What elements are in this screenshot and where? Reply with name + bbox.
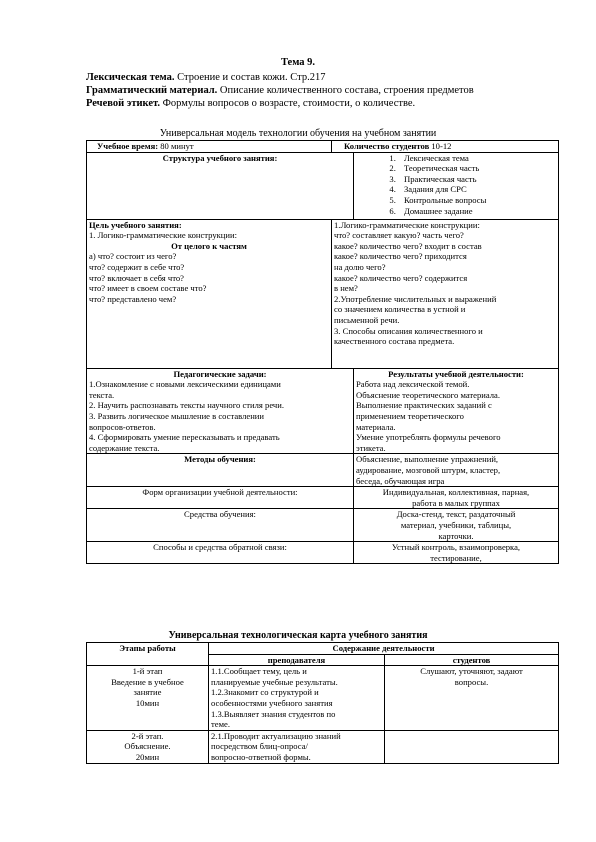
stage-line: 10мин <box>135 697 160 708</box>
technology-map-table <box>86 642 559 764</box>
goal-right-line: 3. Способы описания количественного и <box>334 325 483 336</box>
speech-etiquette-label: Речевой этикет. <box>86 98 160 109</box>
goal-left-cell <box>87 219 332 368</box>
students-count-label: Количество студентов <box>344 141 430 151</box>
forms-line: работа в малых группах <box>412 497 500 508</box>
students-count-cell <box>332 141 559 153</box>
forms-label: Форм организации учебной деятельности: <box>87 487 354 509</box>
goal-right-line: какое? количество чего? входит в состав <box>334 240 482 251</box>
stage-line: 2-й этап. <box>131 730 164 741</box>
goal-line: что? представлено чем? <box>89 293 177 304</box>
pedagogical-task-line: 2. Научить распознавать тексты научного стиля речи. <box>89 400 285 411</box>
methods-row <box>87 454 559 487</box>
stage-line: 20мин <box>135 751 160 762</box>
teacher-line: планируемые учебные результаты. <box>211 676 338 687</box>
map-header-row <box>87 643 559 655</box>
teacher-header: преподавателя <box>209 654 385 666</box>
means-label: Средства обучения: <box>87 509 354 542</box>
learning-result-line: этикета. <box>356 442 386 453</box>
list-item: 1. Лексическая тема <box>398 153 556 164</box>
goal-right-line: что? составляет какую? часть чего? <box>334 230 464 241</box>
learning-results-cell <box>354 368 559 454</box>
list-item: 2. Теоретическая часть <box>398 163 556 174</box>
teacher-cell <box>209 666 385 731</box>
lexical-topic-value: Строение и состав кожи. Стр.217 <box>174 72 326 83</box>
goal-label: Цель учебного занятия: <box>89 219 182 230</box>
structure-list <box>356 153 556 217</box>
teacher-line: 1.2.Знакомит со структурой и <box>211 687 319 698</box>
forms-line: Индивидуальная, коллективная, парная, <box>382 487 530 498</box>
feedback-row <box>87 542 559 564</box>
learning-result-line: Объяснение теоретического материала. <box>356 389 501 400</box>
goal-right-cell <box>332 219 559 368</box>
stage-cell <box>87 666 209 731</box>
teacher-line: 2.1.Проводит актуализацию знаний <box>211 730 341 741</box>
list-item: 3. Практическая часть <box>398 174 556 185</box>
stage-cell <box>87 730 209 763</box>
feedback-line: тестирование, <box>430 552 482 563</box>
structure-row <box>87 152 559 219</box>
methods-line: Объяснение, выполнение упражнений, <box>356 454 499 465</box>
teacher-line: теме. <box>211 719 230 730</box>
list-item: 4. Задания для СРС <box>398 184 556 195</box>
feedback-cell <box>354 542 559 564</box>
time-value: 80 минут <box>158 141 194 151</box>
time-cell <box>87 141 332 153</box>
goal-right-line: письменной речи. <box>334 314 400 325</box>
methods-label: Методы обучения: <box>87 454 354 487</box>
map-caption: Универсальная технологическая карта учебного занятия <box>168 630 428 641</box>
forms-cell <box>354 487 559 509</box>
forms-row <box>87 487 559 509</box>
teacher-line: особенностями учебного занятия <box>211 697 333 708</box>
lexical-topic-line <box>86 71 556 84</box>
teacher-line: посредством блиц-опроса/ <box>211 741 308 752</box>
table-row <box>87 666 559 731</box>
students-cell <box>385 666 559 731</box>
time-row <box>87 141 559 153</box>
goal-right-line: 2.Употребление числительных и выражений <box>334 293 497 304</box>
learning-result-line: материала. <box>356 421 396 432</box>
means-line: Доска-стенд, текст, раздаточный <box>396 509 516 520</box>
pedagogical-task-line: вопросов-ответов. <box>89 421 156 432</box>
teacher-cell <box>209 730 385 763</box>
teacher-line: 1.1.Сообщает тему, цель и <box>211 666 307 677</box>
learning-result-line: Умение употреблять формулы речевого <box>356 432 501 443</box>
goal-item: 1. Логико-грамматические конструкции: <box>89 230 237 241</box>
speech-etiquette-line <box>86 97 556 110</box>
means-line: материал, учебники, таблицы, <box>400 519 512 530</box>
student-line: вопросы. <box>454 676 489 687</box>
goal-line: что? имеет в своем составе что? <box>89 283 207 294</box>
goal-right-line: какое? количество чего? приходится <box>334 251 467 262</box>
methods-line: беседа, обучающая игра <box>356 475 445 486</box>
pedagogical-tasks-label: Педагогические задачи: <box>173 368 267 379</box>
speech-etiquette-value: Формулы вопросов о возрасте, стоимости, о количестве. <box>159 98 416 109</box>
goal-right-line: какое? количество чего? содержится <box>334 272 468 283</box>
students-header: студентов <box>385 654 559 666</box>
students-count-value: 10-12 <box>429 141 452 151</box>
methods-cell <box>354 454 559 487</box>
feedback-line: Устный контроль, взаимопроверка, <box>391 542 521 553</box>
goal-line: что? содержит в себе что? <box>89 261 185 272</box>
students-cell <box>385 730 559 763</box>
goal-right-line: со значением количества в устной и <box>334 304 466 315</box>
grammar-material-value: Описание количественного состава, строения предметов <box>217 85 474 96</box>
stage-line: 1-й этап <box>132 666 163 677</box>
student-line: Слушают, уточняют, задают <box>420 666 523 677</box>
means-cell <box>354 509 559 542</box>
feedback-label: Способы и средства обратной связи: <box>87 542 354 564</box>
goal-right-line: в нем? <box>334 283 358 294</box>
pedagogical-task-line: 3. Развить логическое мышление в составлении <box>89 410 264 421</box>
goal-line: что? включает в себя что? <box>89 272 184 283</box>
content-header: Содержание деятельности <box>209 643 559 655</box>
teacher-line: 1.3.Выявляет знания студентов по <box>211 708 336 719</box>
pedagogical-task-line: 4. Сформировать умение пересказывать и предавать <box>89 432 280 443</box>
teacher-line: вопросно-ответной формы. <box>211 751 311 762</box>
stage-line: Объяснение. <box>124 741 171 752</box>
means-row <box>87 509 559 542</box>
methods-line: аудирование, мозговой штурм, кластер, <box>356 464 501 475</box>
goal-row <box>87 219 559 368</box>
pedagogical-tasks-cell <box>87 368 354 454</box>
learning-result-line: применением теоретического <box>356 410 464 421</box>
table-row <box>87 730 559 763</box>
goal-right-line: на долю чего? <box>334 261 386 272</box>
goal-right-line: 1.Логико-грамматические конструкции: <box>334 219 480 230</box>
stage-line: занятие <box>133 687 162 698</box>
tasks-row <box>87 368 559 454</box>
topic-title: Тема 9. <box>280 57 316 68</box>
pedagogical-task-line: 1.Ознакомление с новыми лексическими единицами <box>89 379 281 390</box>
model-table <box>86 140 559 564</box>
model-caption: Универсальная модель технологии обучения на учебном занятии <box>159 128 437 139</box>
learning-result-line: Работа над лексической темой. <box>356 379 470 390</box>
stages-header: Этапы работы <box>87 643 209 666</box>
goal-subheading: От целого к частям <box>171 240 247 251</box>
list-item: 5. Контрольные вопросы <box>398 195 556 206</box>
lexical-topic-label: Лексическая тема. <box>86 72 175 83</box>
learning-results-label: Результаты учебной деятельности: <box>388 368 524 379</box>
learning-result-line: Выполнение практических заданий с <box>356 400 492 411</box>
time-label: Учебное время: <box>97 141 159 151</box>
means-line: карточки. <box>438 530 474 541</box>
stage-line: Введение в учебное <box>111 676 184 687</box>
goal-line: а) что? состоит из чего? <box>89 251 177 262</box>
list-item: 6. Домашнее задание <box>398 206 556 217</box>
goal-right-line: качественного состава предмета. <box>334 336 455 347</box>
grammar-material-label: Грамматический материал. <box>86 85 218 96</box>
pedagogical-task-line: содержание текста. <box>89 442 160 453</box>
structure-list-cell <box>354 152 559 219</box>
structure-label: Структура учебного занятия: <box>87 152 354 219</box>
pedagogical-task-line: текста. <box>89 389 115 400</box>
grammar-material-line <box>86 84 556 97</box>
